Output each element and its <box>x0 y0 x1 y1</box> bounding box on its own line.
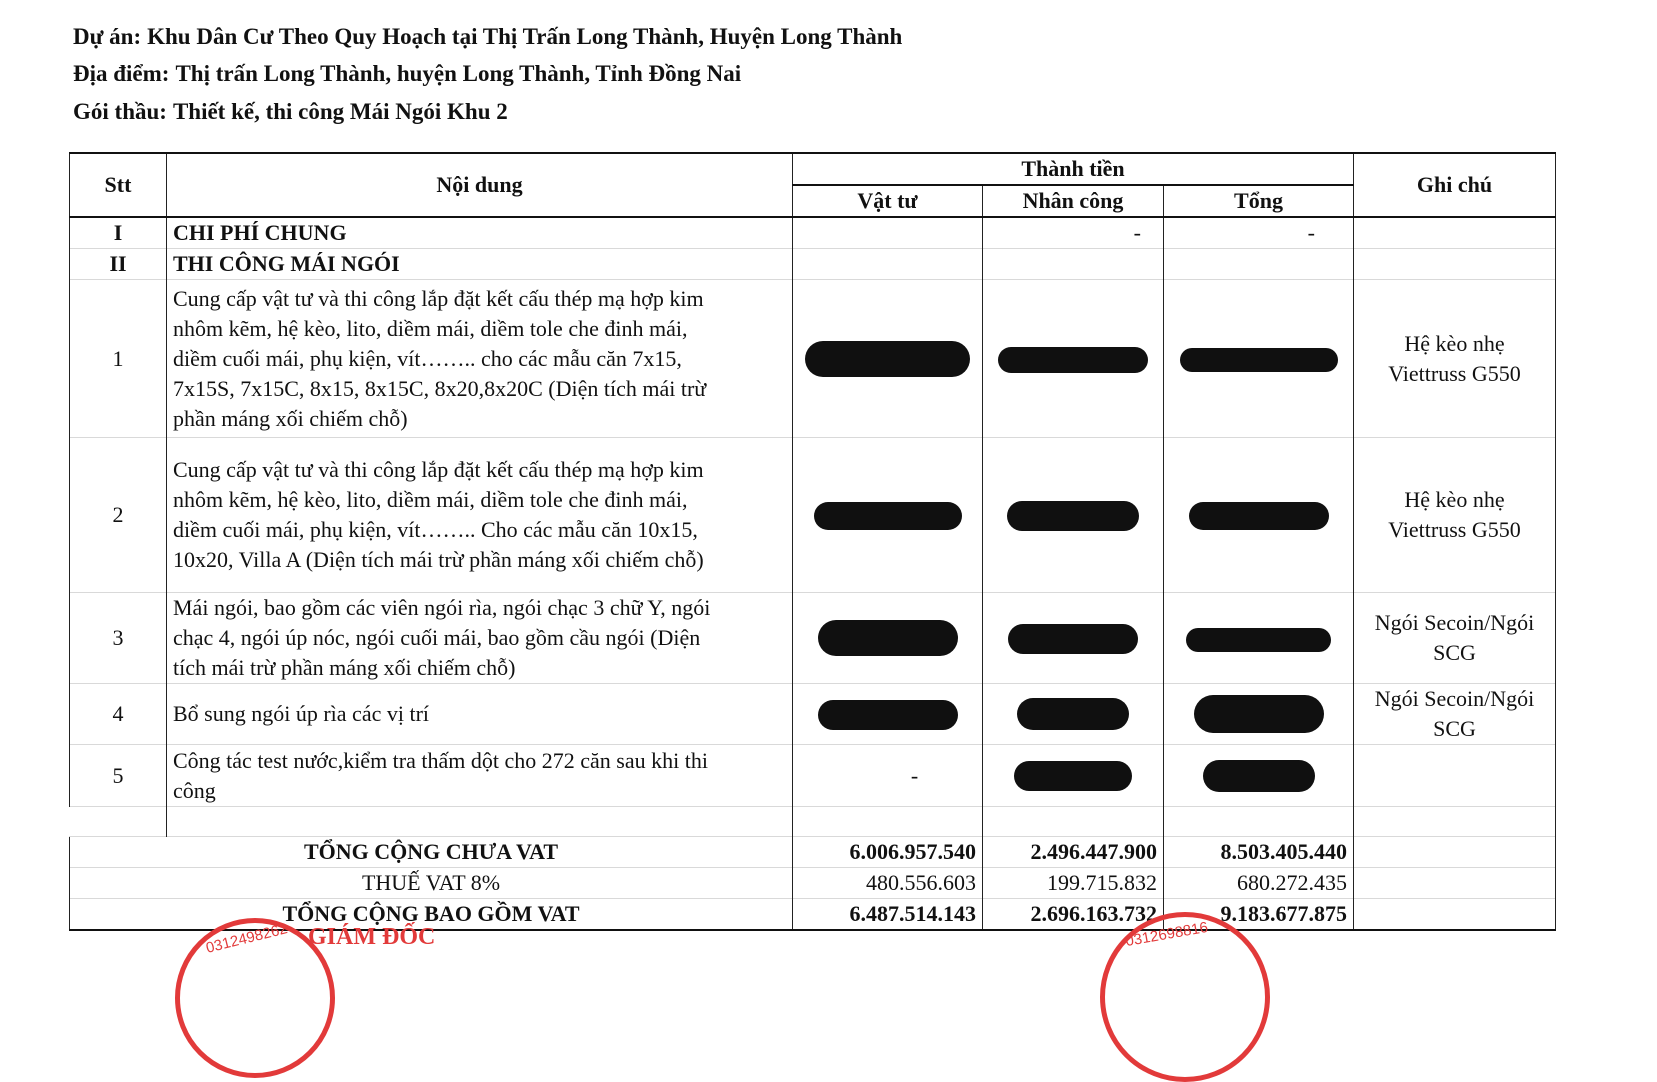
content-line: 7x15S, 7x15C, 8x15, 8x15C, 8x20,8x20C (Diện tích mái trừ <box>173 375 707 401</box>
row-materials <box>793 280 983 438</box>
table-row <box>70 745 1556 807</box>
row-stt: 3 <box>70 593 167 684</box>
totals-labor: 2.696.163.732 <box>983 899 1164 931</box>
row-total <box>1164 745 1354 807</box>
content-line: diềm cuối mái, phụ kiện, vít…….. cho các mẫu căn 7x15, <box>173 345 682 371</box>
header-stt: Stt <box>70 153 167 217</box>
totals-labor: 2.496.447.900 <box>983 837 1164 868</box>
location-line <box>73 61 741 87</box>
section-stt: I <box>70 217 167 249</box>
content-line: nhôm kẽm, hệ kèo, lito, diềm mái, diềm tole che đinh mái, <box>173 487 688 512</box>
seal-number-right: 0312698816 <box>1124 918 1210 951</box>
redaction-mark <box>1203 760 1315 792</box>
section-title: CHI PHÍ CHUNG <box>167 217 793 249</box>
row-content <box>167 593 793 684</box>
totals-row <box>70 899 1556 931</box>
row-content <box>167 280 793 438</box>
row-labor <box>983 684 1164 745</box>
totals-label: TỔNG CỘNG BAO GỒM VAT <box>70 899 793 931</box>
package-value: Thiết kế, thi công Mái Ngói Khu 2 <box>172 99 508 124</box>
content-line: 10x20, Villa A (Diện tích mái trừ phần máng xối chiếm chỗ) <box>173 547 704 572</box>
totals-row <box>70 837 1556 868</box>
content-line: phần máng xối chiếm chỗ) <box>173 405 408 431</box>
section-row <box>70 249 1556 280</box>
totals-materials: 6.006.957.540 <box>793 837 983 868</box>
row-total <box>1164 438 1354 593</box>
header-materials: Vật tư <box>793 185 983 217</box>
row-note <box>1354 745 1556 807</box>
row-materials <box>793 593 983 684</box>
redaction-mark <box>805 341 970 377</box>
table-row <box>70 593 1556 684</box>
content-line: nhôm kẽm, hệ kèo, lito, diềm mái, diềm tole che đinh mái, <box>173 315 688 341</box>
row-stt: 1 <box>70 280 167 438</box>
note-line: SCG <box>1433 716 1476 741</box>
content-line: diềm cuối mái, phụ kiện, vít…….. Cho các mẫu căn 10x15, <box>173 517 698 542</box>
header-labor: Nhân công <box>983 185 1164 217</box>
row-labor <box>983 438 1164 593</box>
table-row <box>70 438 1556 593</box>
redaction-mark <box>1008 624 1138 654</box>
totals-labor: 199.715.832 <box>983 868 1164 899</box>
row-total <box>1164 593 1354 684</box>
content-line: công <box>173 777 216 803</box>
redaction-mark <box>1017 698 1129 730</box>
note-line: Ngói Secoin/Ngói <box>1374 610 1535 635</box>
row-labor <box>983 280 1164 438</box>
totals-label: THUẾ VAT 8% <box>70 868 793 899</box>
note-line: Hệ kèo nhẹ <box>1404 487 1505 512</box>
content-line: Cung cấp vật tư và thi công lắp đặt kết cấu thép mạ hợp kim <box>173 457 704 482</box>
redaction-mark <box>1007 501 1139 531</box>
row-labor <box>983 593 1164 684</box>
totals-total: 8.503.405.440 <box>1164 837 1354 868</box>
header-note: Ghi chú <box>1354 153 1556 217</box>
section-labor: - <box>983 217 1164 249</box>
totals-materials: 6.487.514.143 <box>793 899 983 931</box>
section-title: THI CÔNG MÁI NGÓI <box>167 249 793 280</box>
table-row <box>70 280 1556 438</box>
director-title: GIÁM ĐỐC <box>308 924 436 950</box>
totals-label: TỔNG CỘNG CHƯA VAT <box>70 837 793 868</box>
note-line: Hệ kèo nhẹ <box>1404 330 1505 356</box>
content-line: Công tác test nước,kiểm tra thấm dột cho 272 căn sau khi thi <box>173 747 708 773</box>
row-content <box>167 745 793 807</box>
row-note <box>1354 593 1556 684</box>
note-line: Ngói Secoin/Ngói <box>1374 686 1535 711</box>
project-line <box>73 24 902 50</box>
redaction-mark <box>998 347 1148 373</box>
row-content <box>167 438 793 593</box>
totals-total: 9.183.677.875 <box>1164 899 1354 931</box>
content-line: Cung cấp vật tư và thi công lắp đặt kết cấu thép mạ hợp kim <box>173 285 704 311</box>
row-note <box>1354 684 1556 745</box>
redaction-mark <box>1186 628 1331 652</box>
section-row <box>70 217 1556 249</box>
row-content <box>167 684 793 745</box>
row-note <box>1354 438 1556 593</box>
spacer-row <box>70 807 1556 837</box>
row-materials <box>793 684 983 745</box>
totals-total: 680.272.435 <box>1164 868 1354 899</box>
table-row <box>70 684 1556 745</box>
row-labor <box>983 745 1164 807</box>
project-label: Dự án: <box>73 24 142 49</box>
note-line: Viettruss G550 <box>1388 360 1521 386</box>
seal-number-left: 0312498262 <box>204 920 290 957</box>
package-label: Gói thầu: <box>73 99 167 124</box>
redaction-mark <box>1189 502 1329 530</box>
package-line <box>73 99 508 125</box>
location-value: Thị trấn Long Thành, huyện Long Thành, Tỉnh Đồng Nai <box>175 61 742 86</box>
content-line: chạc 4, ngói úp nóc, ngói cuối mái, bao gồm cầu ngói (Diện <box>173 625 701 650</box>
content-line: Mái ngói, bao gồm các viên ngói rìa, ngói chạc 3 chữ Y, ngói <box>173 595 711 620</box>
row-materials <box>793 438 983 593</box>
redaction-mark <box>1194 695 1324 733</box>
header-total: Tổng <box>1164 185 1354 217</box>
section-stt: II <box>70 249 167 280</box>
row-stt: 2 <box>70 438 167 593</box>
row-total <box>1164 280 1354 438</box>
note-line: SCG <box>1433 640 1476 665</box>
section-total: - <box>1164 217 1354 249</box>
row-stt: 5 <box>70 745 167 807</box>
redaction-mark <box>1180 348 1338 372</box>
row-note <box>1354 280 1556 438</box>
totals-row <box>70 868 1556 899</box>
totals-materials: 480.556.603 <box>793 868 983 899</box>
row-materials: - <box>793 745 983 807</box>
content-line: Bổ sung ngói úp rìa các vị trí <box>173 701 430 726</box>
row-stt: 4 <box>70 684 167 745</box>
header-content: Nội dung <box>167 153 793 217</box>
redaction-mark <box>818 620 958 656</box>
redaction-mark <box>814 502 962 530</box>
content-line: tích mái trừ phần máng xối chiếm chỗ) <box>173 655 516 680</box>
note-line: Viettruss G550 <box>1388 517 1521 542</box>
quotation-table <box>69 152 1556 931</box>
redaction-mark <box>818 700 958 730</box>
location-label: Địa điểm: <box>73 61 170 86</box>
header-amount-group: Thành tiền <box>793 153 1354 185</box>
row-total <box>1164 684 1354 745</box>
redaction-mark <box>1014 761 1132 791</box>
project-value: Khu Dân Cư Theo Quy Hoạch tại Thị Trấn Long Thành, Huyện Long Thành <box>147 24 903 49</box>
